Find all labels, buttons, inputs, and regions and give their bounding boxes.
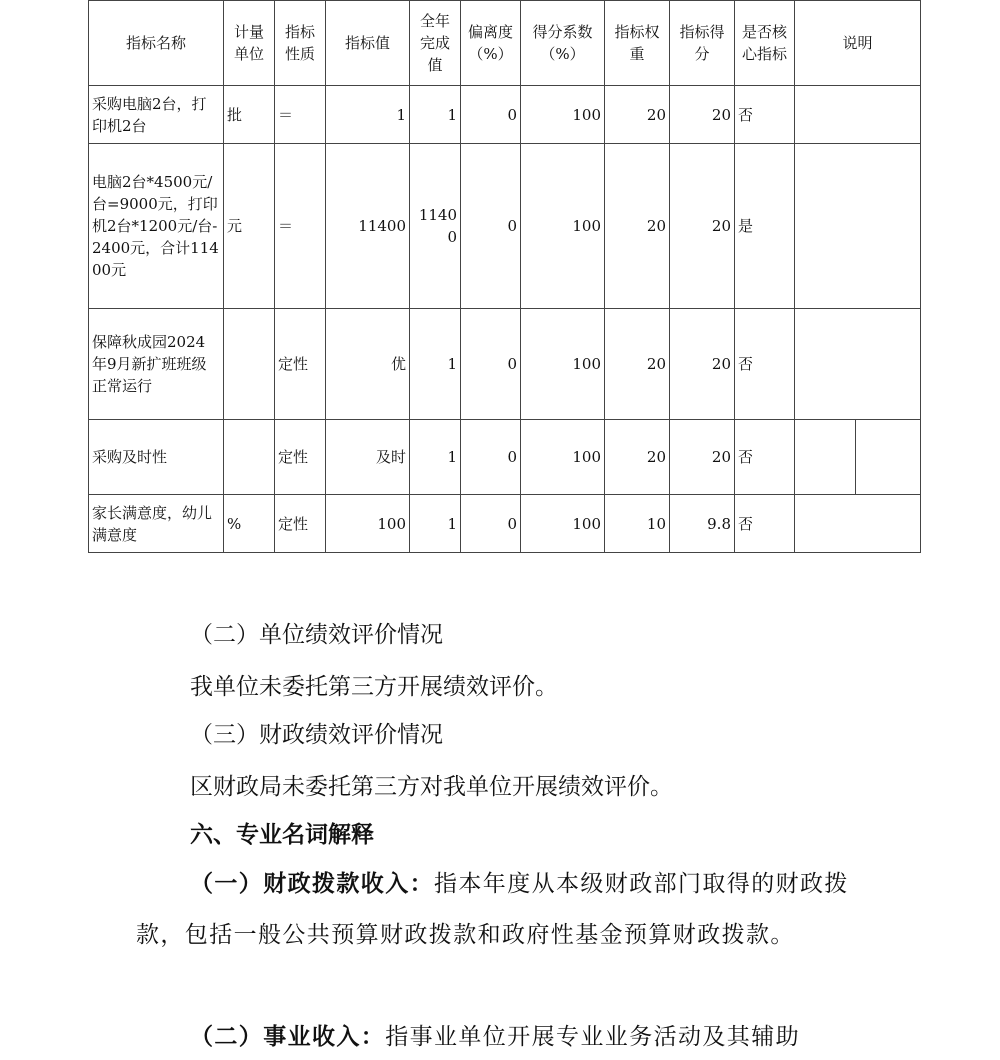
nature-cell: 定性 — [275, 420, 326, 495]
paragraph: 区财政局未委托第三方对我单位开展绩效评价。 — [190, 774, 673, 800]
done-cell: 1 — [410, 495, 461, 553]
core-cell: 否 — [735, 309, 795, 420]
indicator-name: 家长满意度，幼儿满意度 — [89, 495, 224, 553]
core-cell: 否 — [735, 495, 795, 553]
note-cell — [795, 86, 921, 144]
definition: 指本年度从本级财政部门取得的财政拨款，包括一般公共预算财政拨款和政府性基金预算财政拨款。 — [136, 871, 849, 948]
coefficient-cell: 100 — [521, 495, 605, 553]
table-row — [89, 86, 921, 144]
value-cell: 及时 — [326, 420, 410, 495]
table-row — [89, 144, 921, 309]
table-row — [89, 309, 921, 420]
nature-cell: 定性 — [275, 309, 326, 420]
header-cell: 指标性质 — [275, 1, 326, 86]
deviation-cell: 0 — [461, 86, 521, 144]
weight-cell: 20 — [605, 309, 670, 420]
deviation-cell: 0 — [461, 144, 521, 309]
core-cell: 否 — [735, 420, 795, 495]
header-cell: 全年完成值 — [410, 1, 461, 86]
note-cell — [795, 144, 921, 309]
term: （二）事业收入： — [190, 1023, 386, 1050]
header-cell: 偏离度（%） — [461, 1, 521, 86]
weight-cell: 10 — [605, 495, 670, 553]
indicator-name: 保障秋成园2024年9月新扩班班级正常运行 — [89, 309, 224, 420]
unit-cell: 元 — [224, 144, 275, 309]
unit-cell: 批 — [224, 86, 275, 144]
header-cell: 得分系数（%） — [521, 1, 605, 86]
deviation-cell: 0 — [461, 309, 521, 420]
definition-paragraph — [190, 1018, 800, 1051]
done-cell: 1 — [410, 309, 461, 420]
nature-cell: 定性 — [275, 495, 326, 553]
note-split — [795, 420, 920, 494]
value-cell: 优 — [326, 309, 410, 420]
score-cell: 20 — [670, 309, 735, 420]
note-cell — [795, 420, 921, 495]
header-cell: 指标权重 — [605, 1, 670, 86]
unit-cell: % — [224, 495, 275, 553]
score-cell: 20 — [670, 420, 735, 495]
nature-cell: ＝ — [275, 144, 326, 309]
indicator-name: 采购及时性 — [89, 420, 224, 495]
paragraph: 我单位未委托第三方开展绩效评价。 — [190, 674, 558, 700]
unit-cell — [224, 420, 275, 495]
weight-cell: 20 — [605, 86, 670, 144]
value-cell: 1 — [326, 86, 410, 144]
score-cell: 20 — [670, 86, 735, 144]
table-header-row — [89, 1, 921, 86]
unit-cell — [224, 309, 275, 420]
note-subcell — [795, 420, 856, 494]
coefficient-cell: 100 — [521, 309, 605, 420]
header-cell: 指标值 — [326, 1, 410, 86]
core-cell: 否 — [735, 86, 795, 144]
weight-cell: 20 — [605, 144, 670, 309]
performance-indicator-table — [88, 0, 921, 553]
table-row — [89, 495, 921, 553]
value-cell: 100 — [326, 495, 410, 553]
header-cell: 计量单位 — [224, 1, 275, 86]
score-cell: 20 — [670, 144, 735, 309]
indicator-name: 采购电脑2台，打印机2台 — [89, 86, 224, 144]
coefficient-cell: 100 — [521, 144, 605, 309]
term: （一）财政拨款收入： — [190, 870, 434, 897]
coefficient-cell: 100 — [521, 86, 605, 144]
score-cell: 9.8 — [670, 495, 735, 553]
done-cell: 1 — [410, 86, 461, 144]
header-cell: 说明 — [795, 1, 921, 86]
definition-paragraph — [136, 858, 876, 961]
table-row — [89, 420, 921, 495]
chapter-heading: 六、专业名词解释 — [190, 821, 374, 848]
note-cell — [795, 495, 921, 553]
section-heading: （三）财政绩效评价情况 — [190, 722, 443, 748]
deviation-cell: 0 — [461, 420, 521, 495]
definition: 指事业单位开展专业业务活动及其辅助 — [385, 1024, 801, 1050]
deviation-cell: 0 — [461, 495, 521, 553]
header-cell: 是否核心指标 — [735, 1, 795, 86]
section-heading: （二）单位绩效评价情况 — [190, 622, 443, 648]
coefficient-cell: 100 — [521, 420, 605, 495]
done-cell: 1 — [410, 420, 461, 495]
indicator-name: 电脑2台*4500元/台=9000元，打印机2台*1200元/台-2400元，合计11400元 — [89, 144, 224, 309]
core-cell: 是 — [735, 144, 795, 309]
weight-cell: 20 — [605, 420, 670, 495]
header-cell: 指标名称 — [89, 1, 224, 86]
value-cell: 11400 — [326, 144, 410, 309]
note-cell — [795, 309, 921, 420]
done-cell: 11400 — [410, 144, 461, 309]
nature-cell: ＝ — [275, 86, 326, 144]
header-cell: 指标得分 — [670, 1, 735, 86]
